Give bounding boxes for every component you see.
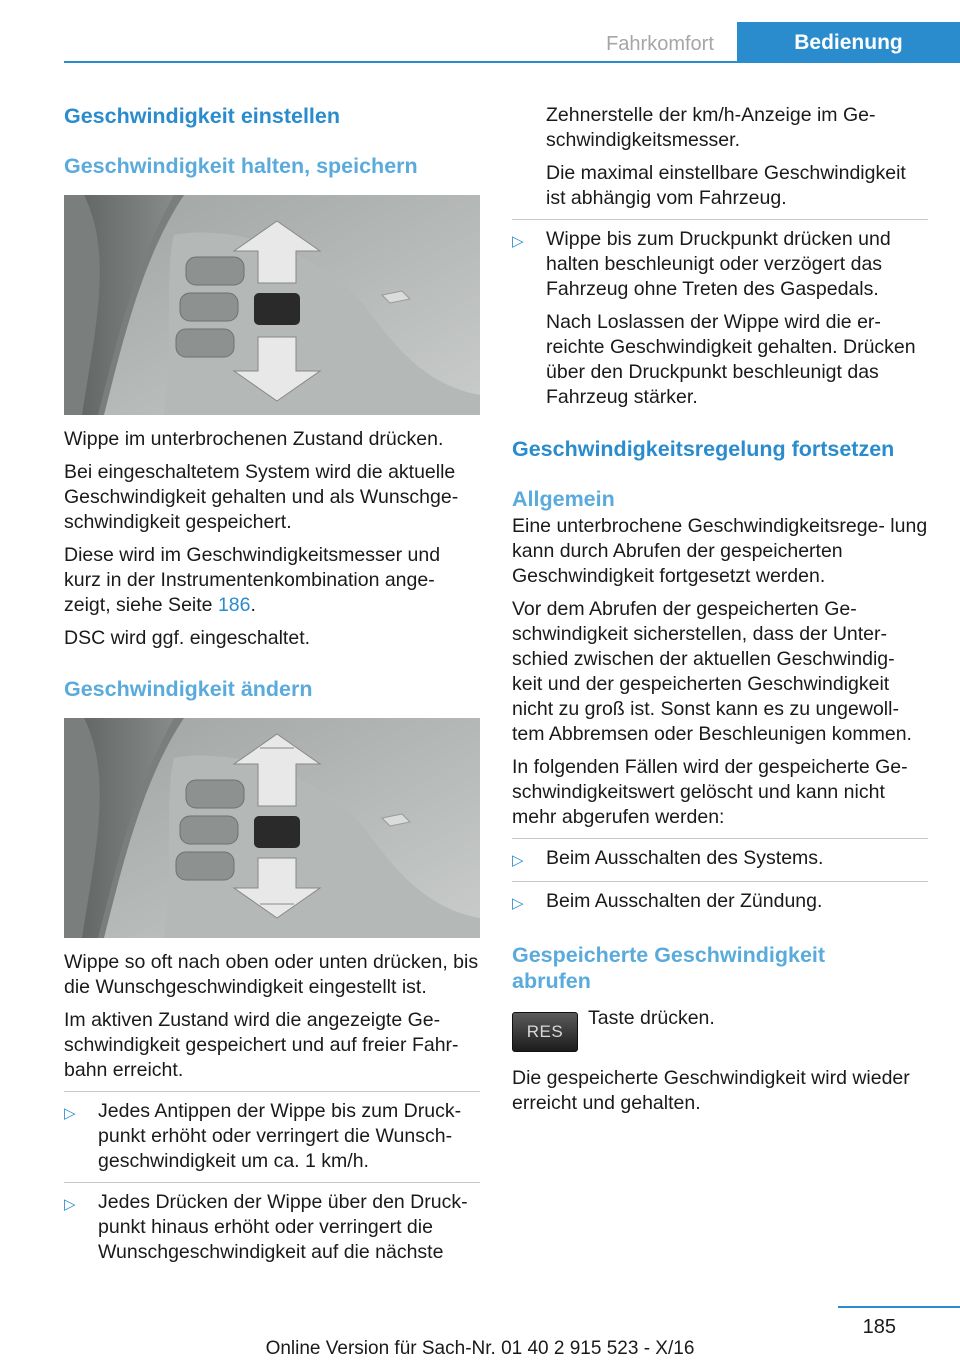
list-item-text: Jedes Drücken der Wippe über den Druck- punkt hinaus erhöht oder verringert die Wunschgeschwindigkeit auf die nächste — [98, 1191, 468, 1263]
list-item — [64, 1099, 480, 1174]
header-section-fahrkomfort[interactable]: Fahrkomfort — [606, 33, 714, 55]
list-item-continued: Zehnerstelle der km/h-Anzeige im Ge- schwindigkeitsmesser. — [546, 104, 876, 151]
bullet-triangle-icon: ▷ — [64, 1105, 76, 1122]
left-column — [64, 96, 480, 1265]
bullet-triangle-icon: ▷ — [512, 233, 524, 250]
heading-geschwindigkeit-aendern: Geschwindigkeit ändern — [64, 677, 313, 701]
footer-rule — [838, 1306, 960, 1308]
page-number: 185 — [862, 1316, 896, 1338]
divider — [64, 1091, 480, 1092]
bullet-triangle-icon: ▷ — [64, 1196, 76, 1213]
paragraph-unterbrochene-regelung: Eine unterbrochene Geschwindigkeitsrege- lung kann durch Abrufen der gespeicherten Geschwindigkeit fortgesetzt werden. — [512, 515, 928, 587]
heading-halten-speichern: Geschwindigkeit halten, speichern — [64, 154, 418, 178]
list-item — [512, 889, 928, 916]
steering-wheel-illustration-1 — [64, 195, 480, 415]
header-rule — [64, 61, 960, 63]
paragraph-eingeschaltet: Bei eingeschaltetem System wird die aktuelle Geschwindigkeit gehalten und als Wunschge- schwindigkeit gespeichert. — [64, 461, 459, 533]
res-instruction — [512, 1007, 928, 1068]
list-item-text: Beim Ausschalten der Zündung. — [546, 890, 823, 912]
list-item-text: Jedes Antippen der Wippe bis zum Druck- punkt erhöht oder verringert die Wunsch- geschwindigkeit um ca. 1 km/h. — [98, 1100, 462, 1172]
steering-wheel-illustration-2 — [64, 718, 480, 938]
steering-wheel-image-2 — [64, 718, 480, 938]
bullet-triangle-icon: ▷ — [512, 852, 524, 869]
paragraph-dsc: DSC wird ggf. eingeschaltet. — [64, 627, 311, 649]
paragraph-folgende-faelle: In folgenden Fällen wird der gespeicherte Ge- schwindigkeitswert gelöscht und kann nicht mehr abgerufen werden: — [512, 756, 908, 828]
paragraph-anzeige-text: Diese wird im Geschwindigkeitsmesser und kurz in der Instrumentenkombination ange- zeigt, siehe Seite — [64, 544, 441, 616]
page-link-186[interactable]: 186 — [217, 594, 251, 616]
paragraph-vor-dem-abrufen: Vor dem Abrufen der gespeicherten Ge- schwindigkeit sicherstellen, dass der Unter- schied zwischen der aktuellen Geschwindig- keit und der gespeicherten Geschwindigkeit nicht zu groß ist. Sonst kann es zu ungewoll- tem Abbremsen oder Beschleunigen kommen. — [512, 598, 912, 745]
list-item — [64, 1190, 480, 1265]
right-column — [512, 96, 928, 1116]
heading-abrufen: Gespeicherte Geschwindigkeit abrufen — [512, 943, 826, 993]
res-instruction-text: Taste drücken. — [588, 1007, 715, 1029]
divider — [512, 838, 928, 839]
list-item — [512, 846, 928, 873]
divider — [512, 219, 928, 220]
paragraph-aktiver-zustand: Im aktiven Zustand wird die angezeigte Ge- schwindigkeit gespeichert und auf freier Fahr- bahn erreicht. — [64, 1009, 459, 1081]
list-item-note: Nach Loslassen der Wippe wird die er- reichte Geschwindigkeit gehalten. Drücken über den Druckpunkt beschleunigt das Fahrzeug stärker. — [546, 311, 916, 408]
list-item-note: Die maximal einstellbare Geschwindigkeit ist abhängig vom Fahrzeug. — [546, 162, 906, 209]
divider — [512, 881, 928, 882]
heading-geschwindigkeit-einstellen: Geschwindigkeit einstellen — [64, 104, 340, 128]
list-item-text: Wippe bis zum Druckpunkt drücken und halten beschleunigt oder verzögert das Fahrzeug ohne Treten des Gaspedals. — [546, 228, 891, 300]
footer-version-note: Online Version für Sach-Nr. 01 40 2 915 523 - X/16 — [265, 1338, 695, 1359]
paragraph-wippe-unterbrochen: Wippe im unterbrochenen Zustand drücken. — [64, 428, 444, 450]
paragraph-anzeige-end: . — [250, 594, 256, 616]
list-item-text: Beim Ausschalten des Systems. — [546, 847, 824, 869]
list-item — [512, 227, 928, 302]
bullet-triangle-icon: ▷ — [512, 895, 524, 912]
paragraph-wieder-erreicht: Die gespeicherte Geschwindigkeit wird wieder erreicht und gehalten. — [512, 1067, 910, 1114]
page-header — [0, 0, 960, 64]
header-section-bedienung[interactable]: Bedienung — [737, 22, 960, 62]
heading-regelung-fortsetzen: Geschwindigkeitsregelung fortsetzen — [512, 437, 895, 461]
heading-allgemein: Allgemein — [512, 487, 615, 511]
steering-wheel-image — [64, 195, 480, 415]
paragraph-anzeige — [64, 543, 480, 618]
divider — [64, 1182, 480, 1183]
res-button[interactable]: RES — [512, 1012, 578, 1052]
paragraph-wippe-oft: Wippe so oft nach oben oder unten drücken, bis die Wunschgeschwindigkeit eingestellt ist. — [64, 951, 479, 998]
